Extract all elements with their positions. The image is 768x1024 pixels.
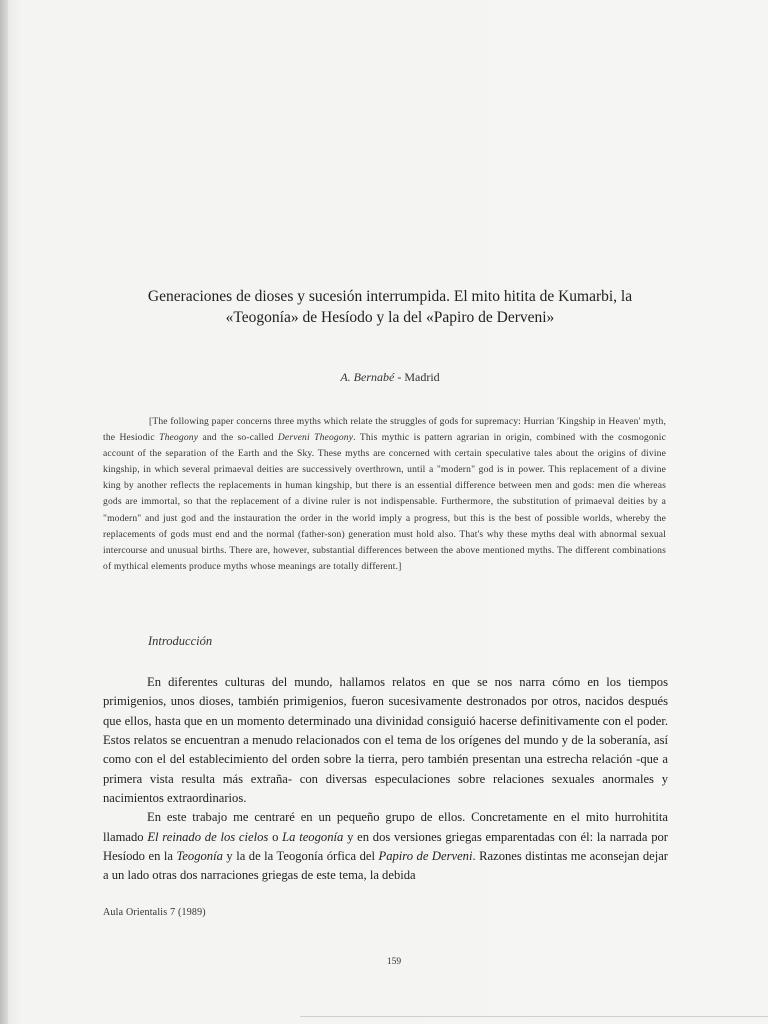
abstract-text: [The following paper concerns three myths which relate the struggles of gods for supremacy: Hurrian 'Kingship in Heaven' myth, the Hesiodic <box>103 416 666 444</box>
body-text-span: o <box>268 829 283 844</box>
author-line <box>120 370 660 385</box>
body-italic-title: La teogonía <box>282 829 344 844</box>
body-paragraph-2 <box>103 808 668 885</box>
body-italic-title: El reinado de los cielos <box>147 829 269 844</box>
abstract <box>103 414 666 575</box>
author-city: Madrid <box>404 370 440 384</box>
page-spine-shadow <box>0 0 8 1024</box>
body-text-span: y la de la Teogonía órfica del <box>222 849 379 864</box>
section-heading: Introducción <box>148 634 213 648</box>
body-paragraph-1: En diferentes culturas del mundo, hallamos relatos en que se nos narra cómo en los tiempos primigenios, unos dioses, también primigenios, fueron sucesivamente destronados por otros, nacidos después que ellos, hasta que en un momento determinado una divinidad consiguió hacerse definitivamente con el poder. Estos relatos se encuentran a menudo relacionados con el tema de los orígenes del mundo y de la soberanía, así como con el del establecimiento del orden sobre la tierra, pero también presentan una estrecha relación -que a primera vista resulta más extraña- con diversas especulaciones sobre relaciones sexuales anormales y nacimientos extraordinarios. <box>103 675 668 806</box>
body-text-span: En este trabajo me centraré en un pequeño grupo de ellos. Concretamente en el mito hurrohitita llamado <box>103 810 668 844</box>
author-separator: - <box>394 370 405 384</box>
title-line-2: «Teogonía» de Hesíodo y la del «Papiro de Derveni» <box>225 309 555 326</box>
journal-citation: Aula Orientalis 7 (1989) <box>103 907 206 918</box>
author-name: A. Bernabé <box>340 370 395 384</box>
body-italic-title: Teogonía <box>176 849 223 864</box>
abstract-italic-derveni: Derveni Theogony <box>277 432 354 444</box>
body-text-span: . Razones distintas me aconsejan dejar a un lado otras dos narraciones griegas de este tema, la debida <box>103 849 669 883</box>
title-line-1: Generaciones de dioses y sucesión interrumpida. El mito hitita de Kumarbi, la <box>147 288 633 305</box>
abstract-paragraph <box>103 414 666 575</box>
body-text-span: y en dos versiones griegas emparentadas con él: la narrada por Hesíodo en la <box>103 829 669 864</box>
body-text <box>103 673 668 886</box>
abstract-text: . This mythic is pattern agrarian in origin, combined with the cosmogonic account of the separation of the Earth and the Sky. These myths are concerned with certain speculative tales about the origins of divine kingship, in which several primaeval deities are successively overthrown, until a "modern" god is in power. This replacement of a divine king by another reflects the replacements in human kingship, but there is an essential difference between men and gods: men die whereas gods are immortal, so that the replacement of a divine ruler is not indispensable. Furthermore, the substitution of primaeval deities by a "modern" and just god and the instauration the order in the world imply a progress, but this is the best of possible worlds, whereby the replacements of gods must end and the normal (father-son) generation must hold also. That's why these myths deal with abnormal sexual intercourse and unusual births. There are, however, substantial differences between the above mentioned myths. The different combinations of mythical elements produce myths whose meanings are totally different.] <box>103 432 666 572</box>
body-italic-title: Papiro de Derveni <box>378 849 473 864</box>
abstract-text: and the so-called <box>198 432 278 444</box>
bottom-divider <box>300 1016 768 1017</box>
page-number: 159 <box>386 957 402 967</box>
abstract-italic-theogony: Theogony <box>159 432 199 444</box>
article-title <box>120 286 660 328</box>
